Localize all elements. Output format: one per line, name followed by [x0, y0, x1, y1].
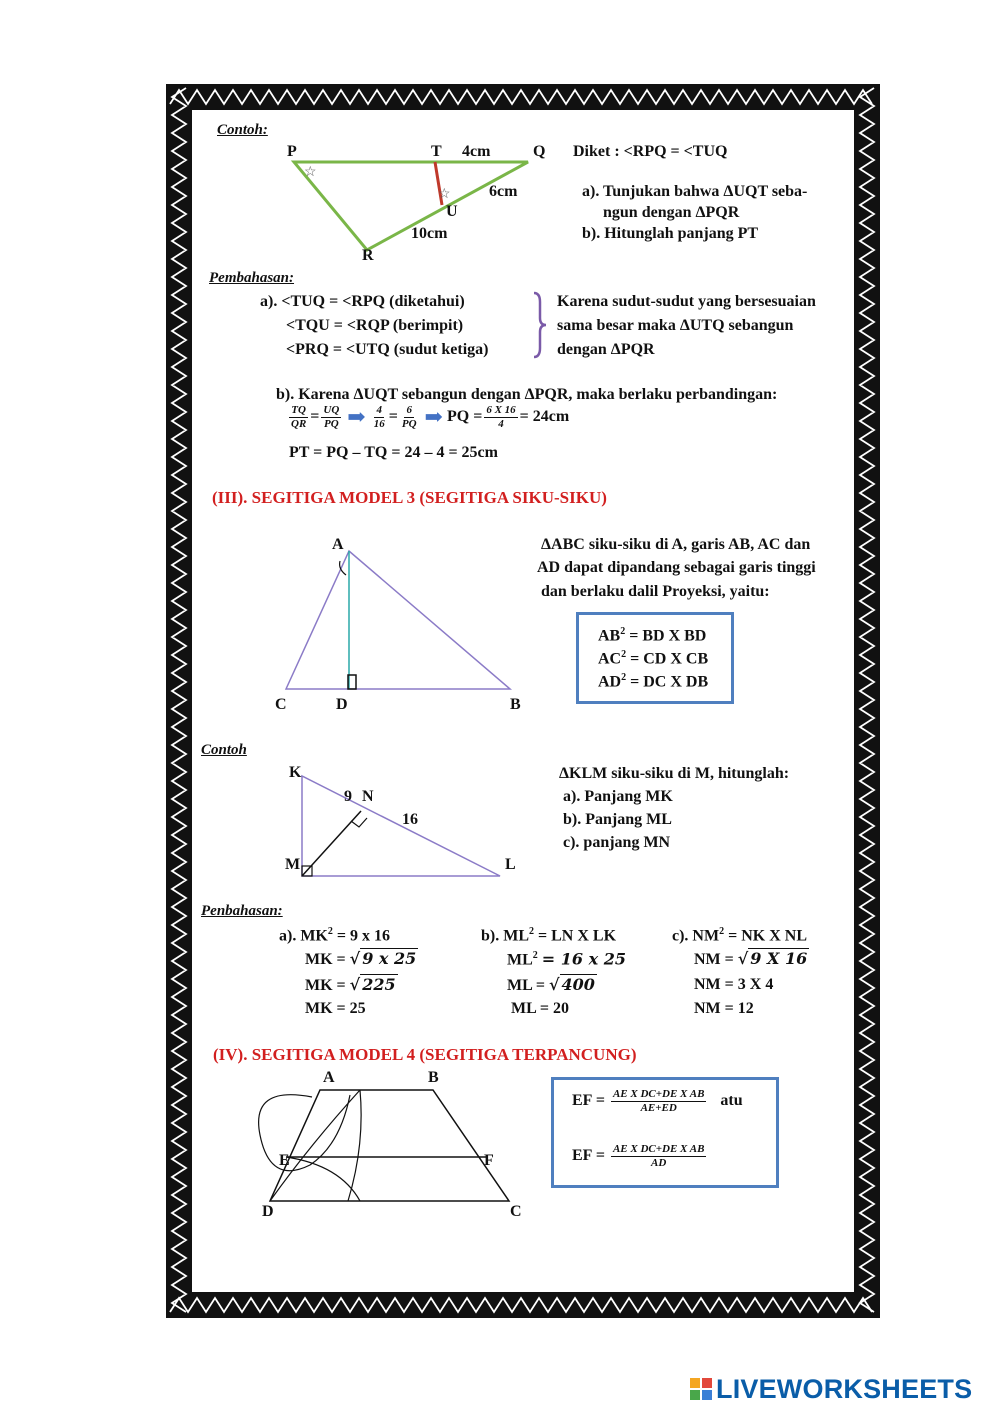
- label-M: M: [285, 856, 301, 873]
- pt-result: PT = PQ – TQ = 24 – 4 = 25cm: [289, 444, 498, 461]
- label-N: N: [362, 788, 374, 805]
- arrow-right-icon: ➡: [424, 404, 443, 430]
- sol2-c3: NM = 3 X 4: [694, 976, 774, 993]
- example1-heading: Contoh:: [217, 122, 268, 138]
- solution1-heading: Pembahasan:: [209, 270, 295, 286]
- label-A: A: [332, 536, 344, 553]
- given-text: Diket : <RPQ = <TUQ: [573, 143, 728, 160]
- label-B: B: [428, 1069, 439, 1086]
- section3-title: (III). SEGITIGA MODEL 3 (SEGITIGA SIKU-SIKU): [212, 488, 607, 507]
- label-TQ: 4cm: [462, 143, 491, 160]
- example2-q3: c). panjang MN: [563, 834, 671, 851]
- label-T: T: [431, 143, 442, 160]
- label-C: C: [275, 696, 287, 713]
- sol2-c4: NM = 12: [694, 1000, 754, 1017]
- svg-text:☆: ☆: [304, 165, 317, 180]
- curly-brace: [530, 290, 550, 360]
- sol2-a1: a). $MK^2 = 9$ x 16: [279, 926, 390, 945]
- logo-icon: [690, 1378, 712, 1400]
- label-A: A: [323, 1069, 335, 1086]
- section3-desc2: AD dapat dipandang sebagai garis tinggi: [537, 559, 816, 576]
- label-B: B: [510, 696, 521, 713]
- trapezoid-figure: [250, 1085, 520, 1205]
- frac-6-pq: $\frac{6}{PQ}$: [401, 404, 417, 430]
- label-F: F: [484, 1152, 494, 1169]
- formula-ad: $AD^2$ = DC X DB: [598, 672, 709, 691]
- sol1-line1: a). <TUQ = <RPQ (diketahui): [260, 293, 465, 310]
- label-U: U: [446, 203, 458, 220]
- label-E: E: [279, 1152, 290, 1169]
- label-UQ: 6cm: [489, 183, 518, 200]
- section3-desc1: ΔABC siku-siku di A, garis AB, AC dan: [541, 536, 811, 553]
- sol1-reason3: dengan ΔPQR: [557, 341, 655, 358]
- sol1-reason2: sama besar maka ΔUTQ sebangun: [557, 317, 794, 334]
- label-P: P: [287, 143, 297, 160]
- solution2-heading: Penbahasan:: [201, 903, 283, 919]
- formula-ef-2: EF = $\frac{\text{AE X DC+DE X AB}}{AD}$: [572, 1143, 705, 1169]
- sol1-b-intro: b). Karena ΔUQT sebangun dengan ΔPQR, maka berlaku perbandingan:: [276, 386, 778, 403]
- svg-text:☆: ☆: [438, 187, 451, 202]
- label-KN: 9: [344, 788, 352, 805]
- frac-uq-pq: $\frac{UQ}{PQ}$: [323, 404, 340, 430]
- sol2-c2: NM = √ 9 X 16: [694, 949, 808, 968]
- similar-triangle-figure: [280, 150, 550, 265]
- example2-q0: ΔKLM siku-siku di M, hitunglah:: [559, 765, 790, 782]
- sol2-a2: MK = √ 9 x 25: [305, 949, 417, 968]
- formula-ef-1: EF = $\frac{\text{AE X DC+DE X AB}}{AE+ED}$ atu: [572, 1088, 743, 1114]
- question-b: b). Hitunglah panjang PT: [582, 225, 759, 242]
- example2-heading: Contoh: [201, 742, 247, 758]
- right-triangle-abc-figure: [280, 545, 520, 695]
- label-L: L: [505, 856, 516, 873]
- sol2-c1: c). $NM^2$ = NK X NL: [672, 926, 807, 945]
- question-a-line1: a). Tunjukan bahwa ΔUQT seba-: [582, 183, 808, 200]
- sol2-b1: b). $ML^2$ = LN X LK: [481, 926, 617, 945]
- label-D: D: [262, 1203, 274, 1220]
- label-K: K: [289, 764, 302, 781]
- formula-ac: $AC^2$ = CD X CB: [598, 649, 709, 668]
- sol1-reason1: Karena sudut-sudut yang bersesuaian: [557, 293, 816, 310]
- example2-q1: a). Panjang MK: [563, 788, 673, 805]
- label-Q: Q: [533, 143, 546, 160]
- sol2-a3: MK = √ 225: [305, 975, 396, 994]
- frac-tq-qr: $\frac{TQ}{QR}$: [291, 404, 307, 430]
- proportion-row: $\frac{TQ}{QR}$ = $\frac{UQ}{PQ}$ ➡ $\frac{4}{16}$ = $\frac{6}{PQ}$ ➡ PQ = $\frac{6 X 16}{4}$ = 24cm: [291, 404, 570, 430]
- label-R: R: [362, 247, 374, 264]
- liveworksheets-logo[interactable]: LIVEWORKSHEETS: [690, 1372, 972, 1406]
- section4-title: (IV). SEGITIGA MODEL 4 (SEGITIGA TERPANCUNG): [213, 1045, 637, 1064]
- label-C: C: [510, 1203, 522, 1220]
- arrow-right-icon: ➡: [347, 404, 366, 430]
- sol1-line2: <TQU = <RQP (berimpit): [286, 317, 464, 334]
- frac-4-16: $\frac{4}{16}$: [373, 404, 385, 430]
- sol2-a4: MK = 25: [305, 1000, 366, 1017]
- label-QR: 10cm: [411, 225, 448, 242]
- section3-desc3: dan berlaku dalil Proyeksi, yaitu:: [541, 583, 770, 600]
- question-a-line2: ngun dengan ΔPQR: [603, 204, 740, 221]
- label-D: D: [336, 696, 348, 713]
- sol2-b4: ML = 20: [511, 1000, 570, 1017]
- frac-6x16-4: $\frac{6 X 16}{4}$: [486, 404, 516, 430]
- sol1-line3: <PRQ = <UTQ (sudut ketiga): [286, 341, 489, 358]
- formula-ab: $AB^2$ = BD X BD: [598, 626, 707, 645]
- sol2-b2: $ML^2 = 16$ x 25: [507, 949, 626, 969]
- label-NL: 16: [402, 811, 418, 828]
- sol2-b3: ML = √ 400: [507, 975, 595, 994]
- example2-q2: b). Panjang ML: [563, 811, 672, 828]
